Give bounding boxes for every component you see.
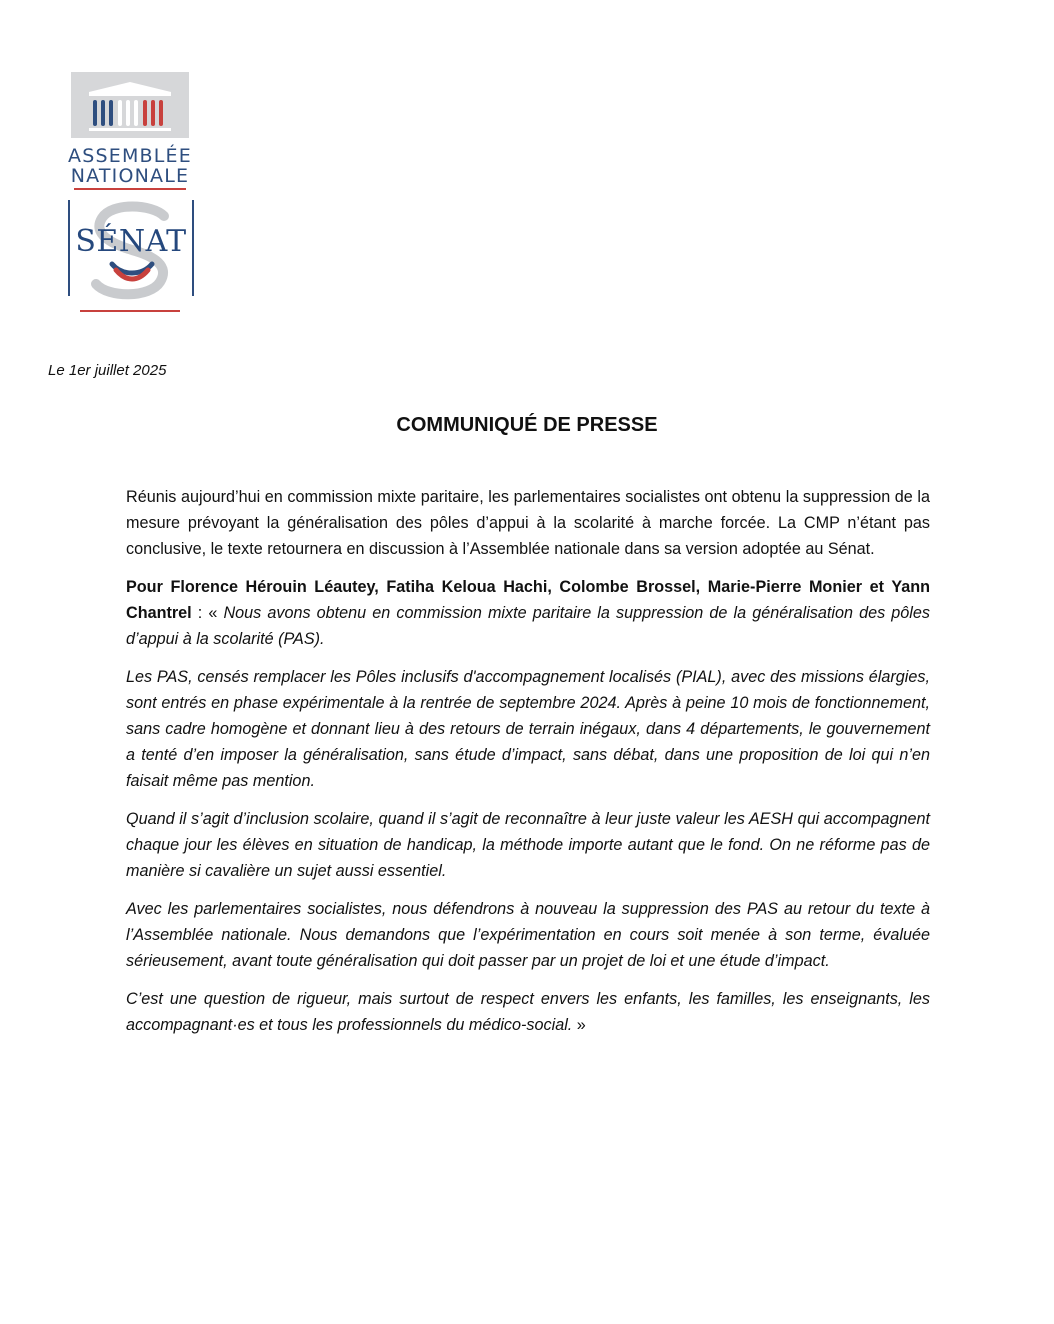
paragraph-5: Avec les parlementaires socialistes, nous défendrons à nouveau la suppression des PAS au retour du texte à l’Assemblée nationale. Nous demandons que l’expérimentation en cours soit menée à son terme, évaluée sérieusement, avant toute généralisation qui doit passer par un projet de loi et une étude d’impact.: [126, 900, 930, 970]
paragraph-2-names: Pour Florence Hérouin Léautey, Fatiha Keloua Hachi, Colombe Brossel, Marie-Pierre Monier et Yann Chantrel: [126, 578, 930, 622]
document-body: [126, 484, 930, 1050]
document-title: COMMUNIQUÉ DE PRESSE: [396, 414, 658, 436]
senat-logo-text: SÉNAT: [75, 224, 187, 259]
assemblee-logo-line2: NATIONALE: [70, 165, 190, 187]
paragraph-2-quote: Nous avons obtenu en commission mixte paritaire la suppression de la généralisation des pôles d’appui à la scolarité (PAS).: [126, 604, 930, 648]
assemblee-nationale-logo: [68, 72, 192, 190]
paragraph-4: Quand il s’agit d’inclusion scolaire, quand il s’agit de reconnaître à leur juste valeur les AESH qui accompagnent chaque jour les élèves en situation de handicap, la méthode importe autant que le fond. On ne réforme pas de manière si cavalière un sujet aussi essentiel.: [126, 810, 930, 880]
paragraph-2-separator: : «: [191, 604, 224, 622]
paragraph-3: Les PAS, censés remplacer les Pôles inclusifs d'accompagnement localisés (PIAL), avec des missions élargies, sont entrés en phase expérimentale à la rentrée de septembre 2024. Après à peine 10 mois de fonctionnement, sans cadre homogène et donnant lieu à des retours de terrain inégaux, dans 4 départements, le gouvernement a tenté d’en imposer la généralisation, sans étude d’impact, sans débat, dans une proposition de loi qui n’en faisait même pas mention.: [126, 668, 930, 790]
assemblee-emblem-icon: [71, 72, 189, 138]
paragraph-6: [126, 986, 930, 1038]
senat-logo: [66, 198, 196, 314]
document-date: Le 1er juillet 2025: [48, 362, 167, 379]
senat-logo-left-bar: [68, 200, 70, 296]
paragraph-2: [126, 574, 930, 652]
paragraph-6-quote: C’est une question de rigueur, mais surtout de respect envers les enfants, les familles, les enseignants, les accompagnant·es et tous les professionnels du médico-social.: [126, 990, 930, 1034]
assemblee-logo-line1: ASSEMBLÉE: [68, 145, 192, 167]
paragraph-1: Réunis aujourd’hui en commission mixte paritaire, les parlementaires socialistes ont obtenu la suppression de la mesure prévoyant la généralisation des pôles d’appui à la scolarité à marche forcée. La CMP n’étant pas conclusive, le texte retournera en discussion à l’Assemblée nationale dans sa version adoptée au Sénat.: [126, 488, 930, 558]
paragraph-6-close: »: [572, 1016, 586, 1034]
senat-logo-underline: [80, 310, 180, 312]
senat-logo-right-bar: [192, 200, 194, 296]
assemblee-logo-underline: [74, 188, 186, 190]
